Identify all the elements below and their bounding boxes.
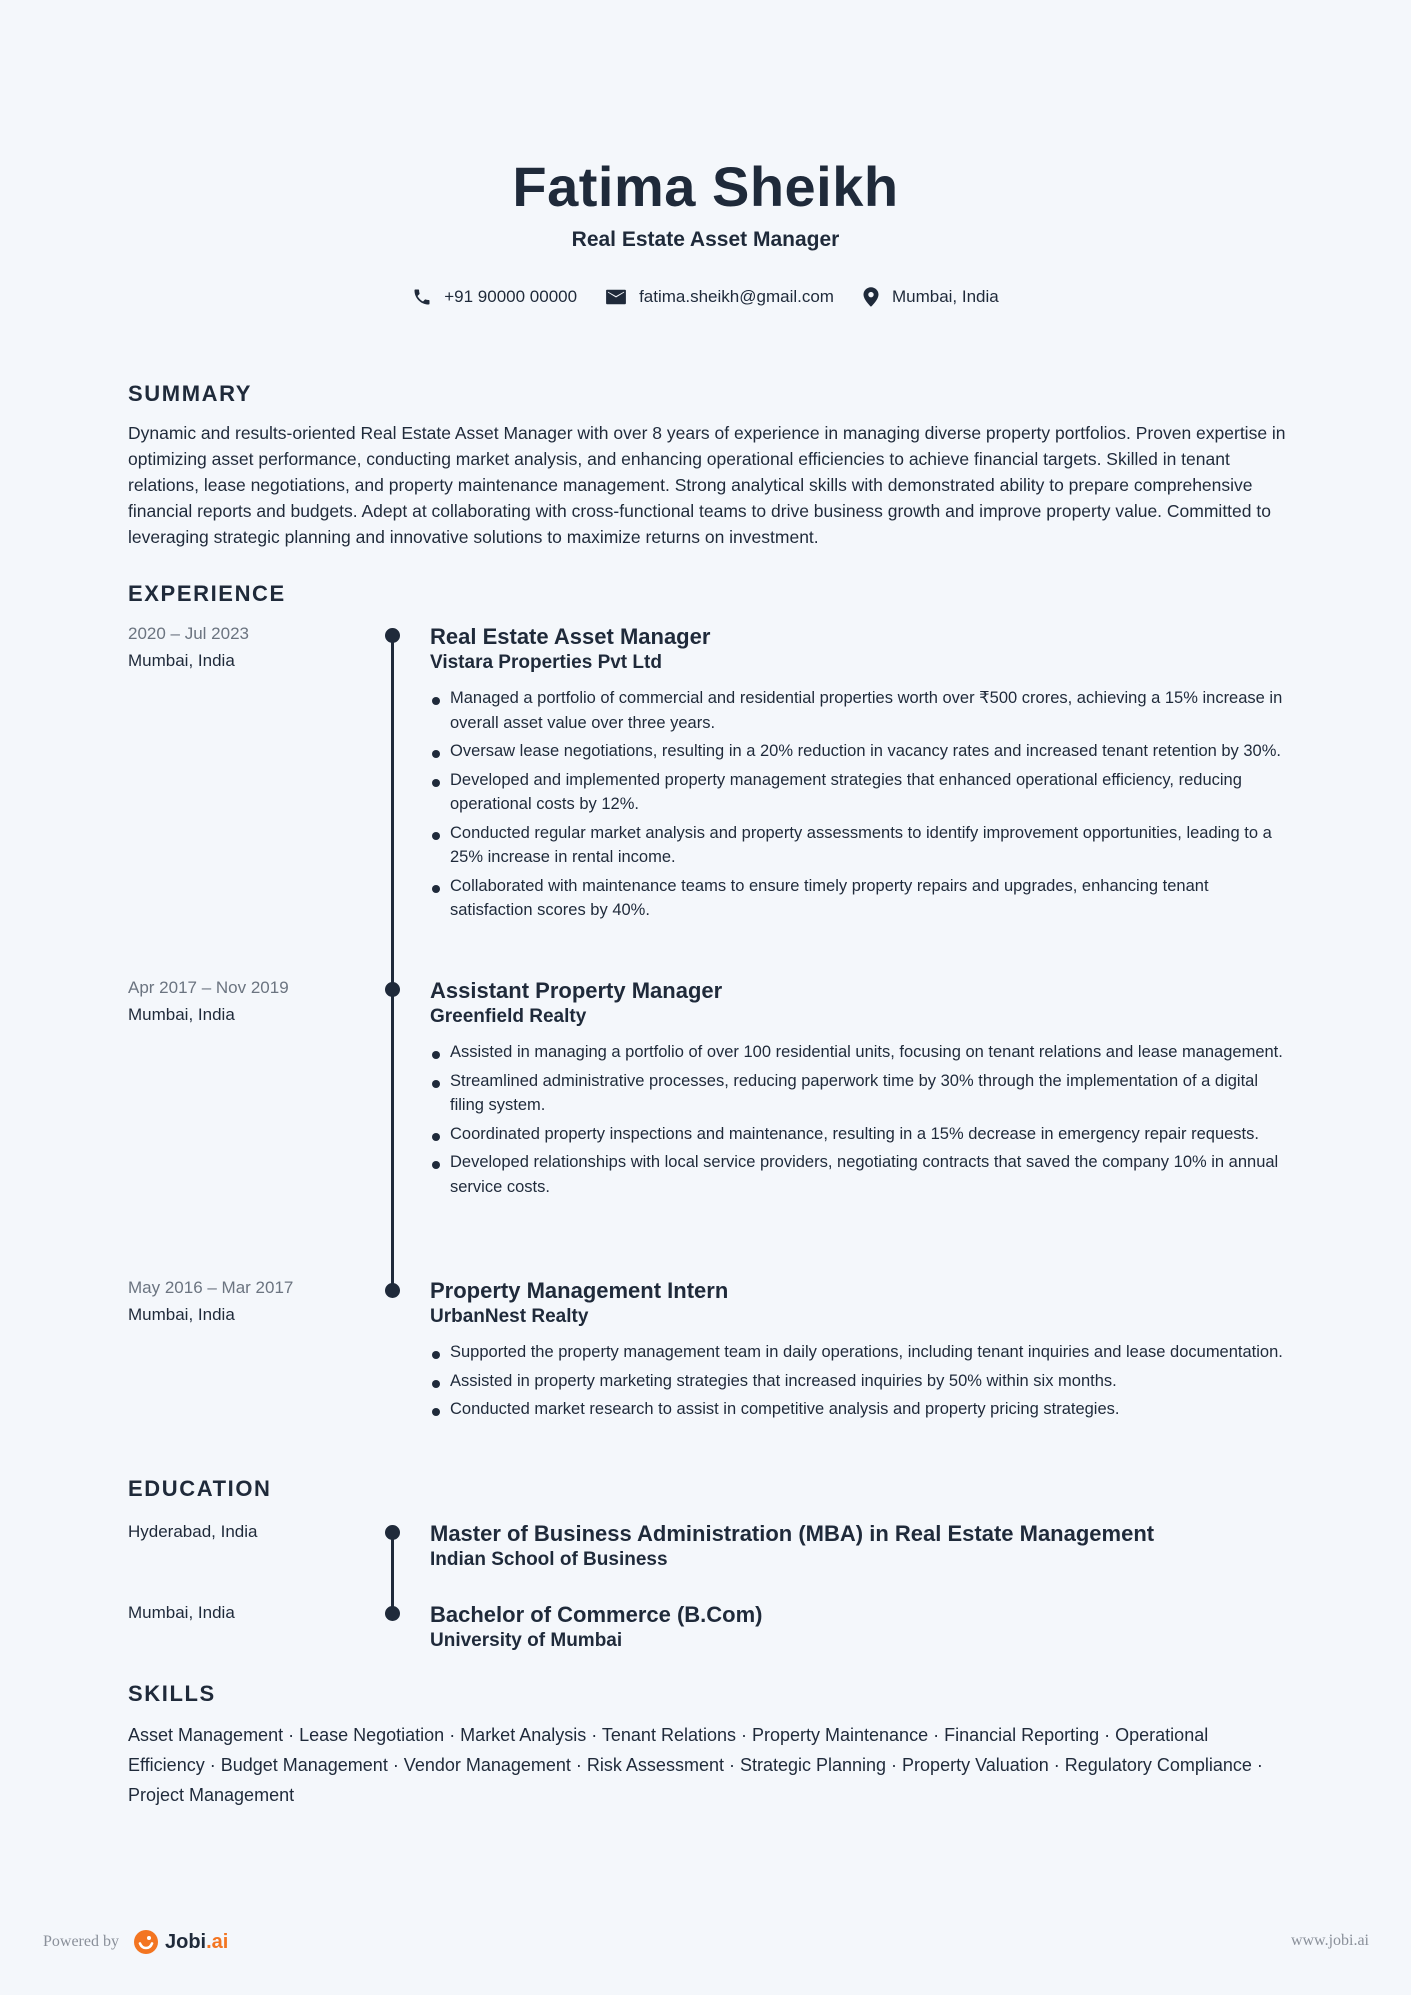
- job-bullet: Coordinated property inspections and maintenance, resulting in a 15% decrease in emergency repair requests.: [430, 1122, 1290, 1147]
- edu-location: Hyderabad, India: [128, 1522, 258, 1541]
- experience-heading: EXPERIENCE: [128, 581, 286, 606]
- job-3-meta: [128, 1274, 368, 1328]
- timeline-dot: [385, 1525, 400, 1540]
- location-pin-icon: [862, 286, 880, 308]
- email-icon: [605, 288, 627, 306]
- powered-by-text: Powered by: [43, 1933, 119, 1950]
- summary-heading: SUMMARY: [128, 381, 253, 406]
- brand-logo[interactable]: [133, 1929, 228, 1955]
- email-text: fatima.sheikh@gmail.com: [639, 287, 834, 306]
- job-bullet: Collaborated with maintenance teams to ensure timely property repairs and upgrades, enhancing tenant satisfaction scores by 40%.: [430, 874, 1290, 923]
- job-dates: Apr 2017 – Nov 2019: [128, 978, 289, 997]
- contact-location: [862, 286, 999, 308]
- job-bullet: Streamlined administrative processes, reducing paperwork time by 30% through the implementation of a digital filing system.: [430, 1069, 1290, 1118]
- edu-1: [430, 1520, 1290, 1573]
- job-bullets: [430, 686, 1290, 923]
- job-dates: 2020 – Jul 2023: [128, 624, 249, 643]
- job-company: Vistara Properties Pvt Ltd: [430, 652, 662, 673]
- summary-text: Dynamic and results-oriented Real Estate Asset Manager with over 8 years of experience in managing diverse property portfolios. Proven expertise in optimizing asset performance, conducting market analysis, and enhancing operational efficiencies to achieve financial targets. Skilled in tenant relations, lease negotiations, and property maintenance management. Strong analytical skills with demonstrated ability to prepare comprehensive financial reports and budgets. Adept at collaborating with cross-functional teams to drive business growth and improve property value. Committed to leveraging strategic planning and innovative solutions to maximize returns on investment.: [128, 423, 1286, 547]
- job-3: [430, 1277, 1290, 1426]
- edu-2: [430, 1601, 1290, 1654]
- brand-suffix: .ai: [206, 1930, 229, 1953]
- skills-heading: SKILLS: [128, 1681, 216, 1706]
- job-location: Mumbai, India: [128, 651, 235, 670]
- contact-email[interactable]: [605, 287, 834, 307]
- skills-list: Asset Management · Lease Negotiation · Market Analysis · Tenant Relations · Property Maintenance · Financial Reporting · Operational Efficiency · Budget Management · Vendor Management · Risk Assessment · Strategic Planning · Property Valuation · Regulatory Compliance · Project Management: [128, 1725, 1263, 1805]
- location-text: Mumbai, India: [891, 287, 999, 306]
- contact-bar: [0, 286, 1411, 308]
- edu-2-meta: [128, 1599, 368, 1626]
- job-company: UrbanNest Realty: [430, 1306, 589, 1327]
- timeline-dot: [385, 982, 400, 997]
- footer-branding[interactable]: [43, 1929, 228, 1955]
- job-bullet: Oversaw lease negotiations, resulting in a 20% reduction in vacancy rates and increased tenant retention by 30%.: [430, 739, 1290, 764]
- edu-school: Indian School of Business: [430, 1549, 668, 1570]
- job-bullets: [430, 1340, 1290, 1422]
- brand-name: Jobi: [164, 1930, 207, 1953]
- job-bullet: Assisted in property marketing strategies that increased inquiries by 50% within six months.: [430, 1369, 1290, 1394]
- phone-icon: [412, 287, 432, 307]
- education-heading: EDUCATION: [128, 1476, 272, 1501]
- timeline-dot: [385, 628, 400, 643]
- job-bullet: Conducted market research to assist in competitive analysis and property pricing strategies.: [430, 1397, 1290, 1422]
- experience-timeline: [391, 636, 394, 1290]
- timeline-dot: [385, 1283, 400, 1298]
- footer-website-link[interactable]: www.jobi.ai: [1290, 1932, 1369, 1949]
- phone-text: +91 90000 00000: [444, 287, 578, 306]
- job-bullet: Developed relationships with local service providers, negotiating contracts that saved the company 10% in annual service costs.: [430, 1150, 1290, 1199]
- job-bullets: [430, 1040, 1290, 1199]
- job-role: Property Management Intern: [430, 1278, 729, 1303]
- edu-1-meta: [128, 1518, 368, 1545]
- jobi-logo-icon: [133, 1929, 159, 1955]
- job-1-meta: [128, 620, 368, 674]
- job-company: Greenfield Realty: [430, 1006, 587, 1027]
- edu-degree: Master of Business Administration (MBA) in Real Estate Management: [430, 1521, 1155, 1546]
- job-2-meta: [128, 974, 368, 1028]
- education-timeline: [391, 1532, 394, 1614]
- job-bullet: Managed a portfolio of commercial and residential properties worth over ₹500 crores, achieving a 15% increase in overall asset value over three years.: [430, 686, 1290, 735]
- job-dates: May 2016 – Mar 2017: [128, 1278, 294, 1297]
- job-location: Mumbai, India: [128, 1005, 235, 1024]
- job-role: Assistant Property Manager: [430, 978, 723, 1003]
- job-bullet: Conducted regular market analysis and property assessments to identify improvement opportunities, leading to a 25% increase in rental income.: [430, 821, 1290, 870]
- job-2: [430, 977, 1290, 1203]
- candidate-name: Fatima Sheikh: [512, 155, 899, 218]
- job-bullet: Developed and implemented property management strategies that enhanced operational efficiency, reducing operational costs by 12%.: [430, 768, 1290, 817]
- edu-degree: Bachelor of Commerce (B.Com): [430, 1602, 763, 1627]
- job-role: Real Estate Asset Manager: [430, 624, 711, 649]
- job-1: [430, 623, 1290, 927]
- job-location: Mumbai, India: [128, 1305, 235, 1324]
- contact-phone[interactable]: [412, 287, 577, 307]
- job-bullet: Assisted in managing a portfolio of over 100 residential units, focusing on tenant relations and lease management.: [430, 1040, 1290, 1065]
- job-bullet: Supported the property management team in daily operations, including tenant inquiries and lease documentation.: [430, 1340, 1290, 1365]
- timeline-dot: [385, 1606, 400, 1621]
- edu-location: Mumbai, India: [128, 1603, 235, 1622]
- edu-school: University of Mumbai: [430, 1630, 623, 1651]
- candidate-title: Real Estate Asset Manager: [571, 228, 840, 251]
